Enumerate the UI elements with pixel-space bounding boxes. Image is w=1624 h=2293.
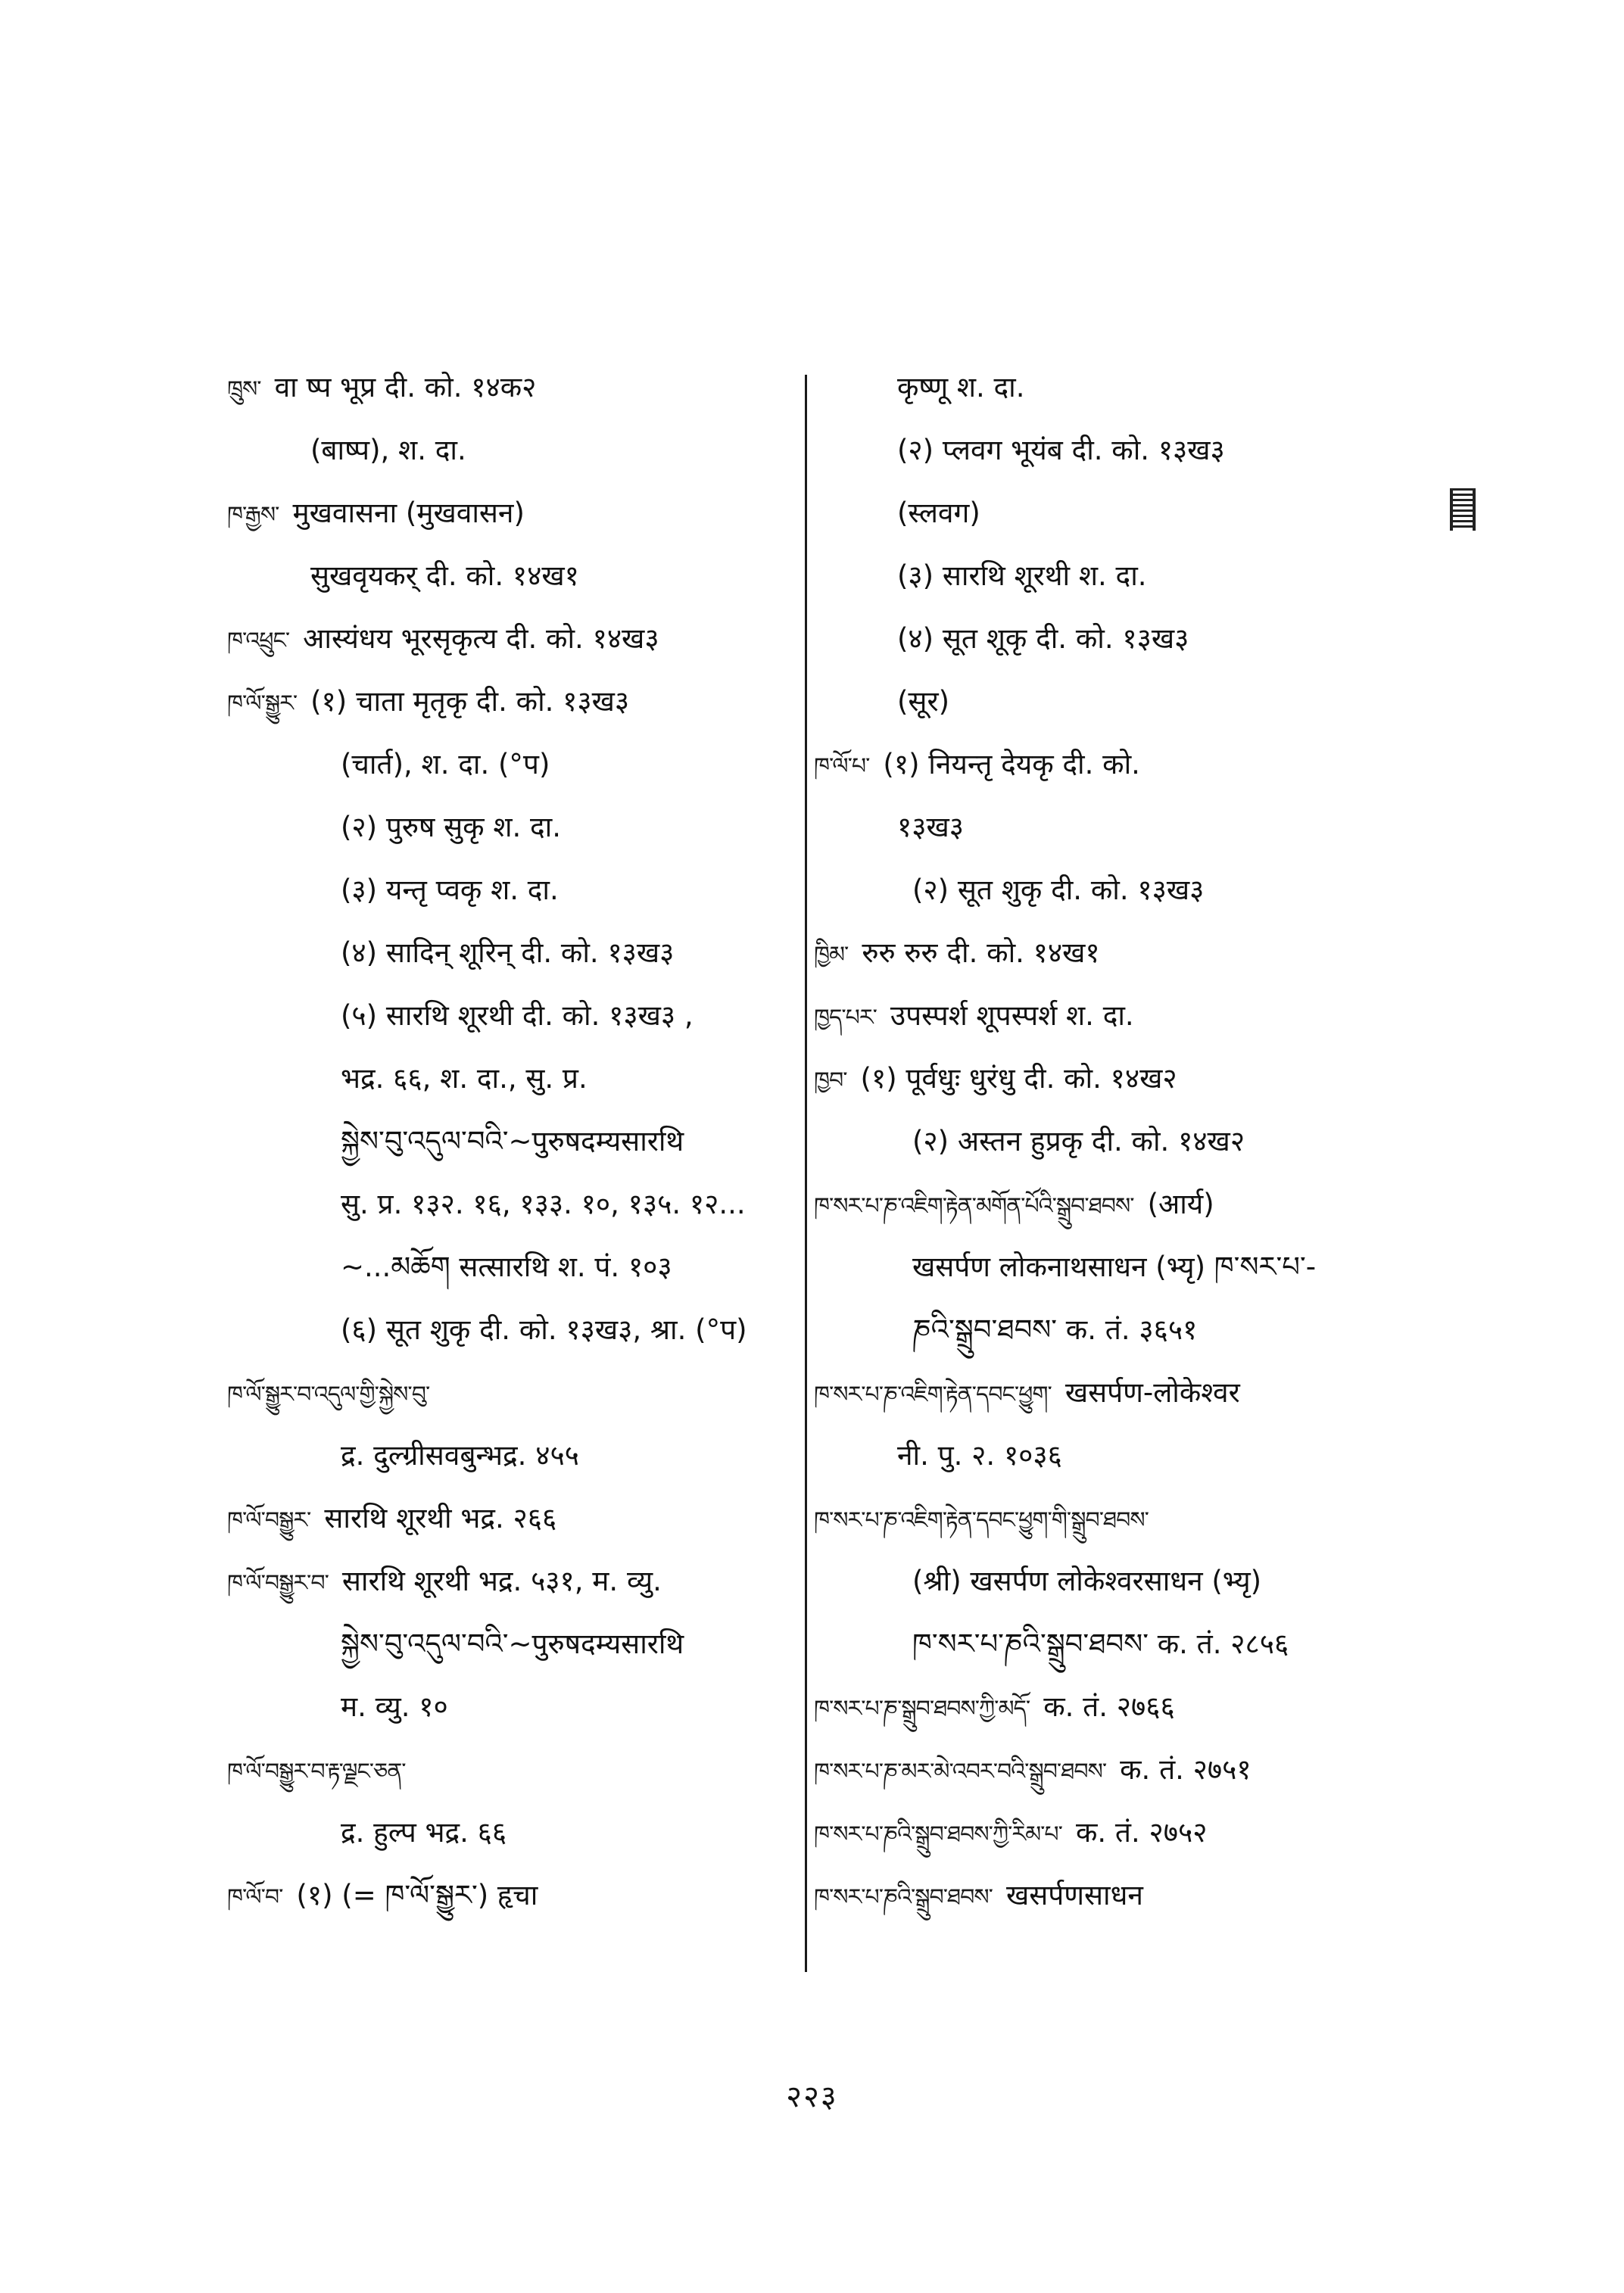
sanskrit-gloss: क. तं. २७५२ — [1075, 1816, 1208, 1849]
dictionary-line — [814, 481, 1404, 544]
dictionary-line — [227, 607, 787, 670]
dictionary-line — [227, 984, 787, 1047]
sanskrit-gloss: द्र. दुल्ग्रीसवबुन्भद्र. ४५५ — [341, 1439, 579, 1472]
sanskrit-gloss: १३ख३ — [897, 811, 964, 843]
sanskrit-gloss: (३) यन्तृ प्वकृ श. दा. — [341, 874, 559, 906]
dictionary-line — [814, 1738, 1404, 1801]
sanskrit-gloss: (४) सूत शूकृ दी. को. १३ख३ — [897, 622, 1189, 655]
dictionary-line — [227, 1298, 787, 1361]
sanskrit-gloss: (३) सारथि शूरथी श. दा. — [897, 559, 1147, 592]
dictionary-line — [814, 1110, 1404, 1173]
tibetan-headword: ཁྱབ་ — [814, 1067, 847, 1094]
sanskrit-gloss: क. तं. २७५१ — [1120, 1753, 1252, 1786]
tibetan-headword: ཁྱད་པར་ — [814, 1005, 877, 1031]
sanskrit-gloss: ཁ་སར་པ་ཎའི་སྒྲུབ་ཐབས་ क. तं. २८५६ — [912, 1628, 1289, 1660]
dictionary-line — [227, 796, 787, 858]
dictionary-line — [227, 544, 787, 607]
dictionary-line — [814, 544, 1404, 607]
dictionary-line — [227, 1110, 787, 1173]
tibetan-headword: ཁྲུས་ — [227, 376, 261, 403]
sanskrit-gloss: (स्लवग) — [897, 497, 980, 529]
sanskrit-gloss: कृष्णू श. दा. — [897, 371, 1025, 403]
tibetan-headword: ཁ་སར་པ་ཎ་འཇིག་རྟེན་མགོན་པོའི་སྒྲུབ་ཐབས་ — [814, 1193, 1134, 1220]
dictionary-line — [814, 1424, 1404, 1487]
dictionary-line — [227, 1487, 787, 1550]
tibetan-headword: ཁ་སར་པ་ཎའི་སྒྲུབ་ཐབས་ — [814, 1884, 993, 1911]
tibetan-headword: ཁྱིམ་ — [814, 942, 849, 968]
tibetan-headword: ཁ་ལོ་བསྒྱུར་བ་ — [227, 1570, 329, 1597]
dictionary-line — [814, 1864, 1404, 1927]
sanskrit-gloss: (४) सादिन् शूरिन् दी. को. १३ख३ — [341, 936, 675, 969]
dictionary-line — [814, 1487, 1404, 1550]
sanskrit-gloss: रुरु रुरु दी. को. १४ख१ — [862, 936, 1100, 969]
dictionary-line — [227, 1612, 787, 1675]
sanskrit-gloss: वा ष्प भूप्र दी. को. १४क२ — [274, 371, 537, 403]
sanskrit-gloss: སྐྱེས་བུ་འདུལ་བའི་~पुरुषदम्यसारथि — [341, 1628, 684, 1660]
column-divider — [805, 375, 807, 1972]
right-column — [814, 356, 1404, 1927]
tibetan-headword: ཁ་སར་པ་ཎ་མར་མེ་འབར་བའི་སྒྲུབ་ཐབས་ — [814, 1759, 1107, 1785]
sanskrit-gloss: खसर्पण लोकनाथसाधन (भ्यृ) ཁ་སར་པ་- — [912, 1251, 1317, 1283]
dictionary-line — [227, 1424, 787, 1487]
dictionary-line — [814, 1675, 1404, 1738]
sanskrit-gloss: मुखवासना (मुखवासन) — [292, 497, 525, 529]
tibetan-headword: ཁ་ལོ་སྒྱུར་བ་འདུལ་གྱི་སྐྱེས་བུ་ — [227, 1382, 430, 1408]
sanskrit-gloss: नी. पु. २. १०३६ — [897, 1439, 1062, 1472]
dictionary-line — [227, 858, 787, 921]
tibetan-headword: ཁ་ལོ་བསྒྱུར་བ་རྟ་ལྗང་ཅན་ — [227, 1759, 406, 1785]
sanskrit-gloss: (आर्य) — [1147, 1188, 1214, 1220]
tibetan-headword: ཁ་སར་པ་ཎའི་སྒྲུབ་ཐབས་ཀྱི་རིམ་པ་ — [814, 1821, 1062, 1848]
tibetan-headword: ཁ་ལོ་པ་ — [814, 753, 870, 780]
sanskrit-gloss: सारथि शूरथी भद्र. २६६ — [324, 1502, 557, 1534]
dictionary-line — [814, 1173, 1404, 1235]
dictionary-line — [814, 858, 1404, 921]
dictionary-line — [227, 1801, 787, 1864]
dictionary-line — [227, 1864, 787, 1927]
dictionary-line — [227, 1173, 787, 1235]
sanskrit-gloss: खसर्पण-लोकेश्वर — [1064, 1376, 1240, 1409]
sanskrit-gloss: (२) सूत शुकृ दी. को. १३ख३ — [912, 874, 1205, 906]
dictionary-line — [227, 670, 787, 733]
dictionary-line — [227, 1235, 787, 1298]
dictionary-line — [814, 796, 1404, 858]
sanskrit-gloss: क. तं. २७६६ — [1043, 1690, 1175, 1723]
sanskrit-gloss: खसर्पणसाधन — [1005, 1879, 1143, 1911]
tibetan-headword: ཁ་སར་པ་ཎ་འཇིག་རྟེན་དབང་ཕྱུག་གི་སྒྲུབ་ཐབས་ — [814, 1507, 1149, 1534]
sanskrit-gloss: ~...མཆོག सत्सारथि श. पं. १०३ — [341, 1251, 672, 1283]
sanskrit-gloss: (१) चाता मृतृकृ दी. को. १३ख३ — [310, 685, 630, 718]
sanskrit-gloss: म. व्यु. १० — [341, 1690, 448, 1723]
sanskrit-gloss: (१) पूर्वधुः धुरंधु दी. को. १४ख२ — [860, 1062, 1177, 1095]
left-column — [227, 356, 787, 1927]
dictionary-line — [227, 921, 787, 984]
tibetan-headword: ཁ་ལོ་བསྒྱུར་ — [227, 1507, 311, 1534]
dictionary-line — [814, 733, 1404, 796]
dictionary-line — [814, 1550, 1404, 1612]
sanskrit-gloss: (श्री) खसर्पण लोकेश्वरसाधन (भ्यृ) — [912, 1565, 1262, 1597]
sanskrit-gloss: उपस्पर्श शूपस्पर्श श. दा. — [890, 999, 1134, 1032]
dictionary-line — [814, 607, 1404, 670]
dictionary-line — [227, 419, 787, 481]
sanskrit-gloss: (चार्त), श. दा. (°प) — [341, 748, 550, 780]
dictionary-line — [227, 1550, 787, 1612]
sanskrit-gloss: (सूर) — [897, 685, 950, 718]
sanskrit-gloss: (१) (= ཁ་ལོ་སྒྱུར་) हृचा — [296, 1879, 538, 1911]
tibetan-headword: ཁ་སར་པ་ཎ་སྒྲུབ་ཐབས་ཀྱི་མདོ་ — [814, 1696, 1030, 1722]
tibetan-headword: ཁ་རྒྱས་ — [227, 502, 279, 528]
dictionary-line — [227, 1047, 787, 1110]
sanskrit-gloss: སྐྱེས་བུ་འདུལ་བའི་~पुरुषदम्यसारथि — [341, 1125, 684, 1157]
dictionary-line — [814, 356, 1404, 419]
sanskrit-gloss: (१) नियन्तृ देयकृ दी. को. — [883, 748, 1140, 780]
dictionary-line — [814, 1612, 1404, 1675]
dictionary-line — [814, 1361, 1404, 1424]
sanskrit-gloss: (२) प्लवग भूयंब दी. को. १३ख३ — [897, 434, 1225, 466]
sanskrit-gloss: (बाष्प), श. दा. — [310, 434, 466, 466]
dictionary-line — [814, 419, 1404, 481]
sanskrit-gloss: (६) सूत शुकृ दी. को. १३ख३, श्रा. (°प) — [341, 1313, 747, 1346]
dictionary-line — [227, 1675, 787, 1738]
dictionary-line — [814, 1298, 1404, 1361]
sanskrit-gloss: भद्र. ६६, श. दा., सु. प्र. — [341, 1062, 588, 1095]
sanskrit-gloss: ཎའི་སྒྲུབ་ཐབས་ क. तं. ३६५१ — [912, 1313, 1198, 1346]
sanskrit-gloss: सु. प्र. १३२. १६, १३३. १०, १३५. १२... — [341, 1188, 746, 1220]
tibetan-headword: ཁ་ལོ་བ་ — [227, 1884, 283, 1911]
dictionary-line — [227, 481, 787, 544]
dictionary-line — [227, 1738, 787, 1801]
dictionary-line — [227, 1361, 787, 1424]
margin-tab-mark — [1450, 488, 1476, 531]
tibetan-headword: ཁ་སར་པ་ཎ་འཇིག་རྟེན་དབང་ཕྱུག་ — [814, 1382, 1052, 1408]
tibetan-headword: ཁ་ལོ་སྒྱུར་ — [227, 690, 298, 717]
sanskrit-gloss: आस्यंधय भूरसृकृत्य दी. को. १४ख३ — [303, 622, 659, 655]
dictionary-line — [814, 1235, 1404, 1298]
sanskrit-gloss: (२) पुरुष सुकृ श. दा. — [341, 811, 562, 843]
sanskrit-gloss: सारथि शूरथी भद्र. ५३१, म. व्यु. — [341, 1565, 662, 1597]
sanskrit-gloss: सुखवृयकर् दी. को. १४ख१ — [310, 559, 579, 592]
page-number: २२३ — [786, 2080, 838, 2114]
sanskrit-gloss: द्र. हुल्प भद्र. ६६ — [341, 1816, 507, 1849]
dictionary-line — [814, 1801, 1404, 1864]
sanskrit-gloss: (५) सारथि शूरथी दी. को. १३ख३ , — [341, 999, 694, 1032]
dictionary-line — [814, 670, 1404, 733]
sanskrit-gloss: (२) अस्तन हुप्रकृ दी. को. १४ख२ — [912, 1125, 1245, 1157]
dictionary-line — [227, 356, 787, 419]
dictionary-line — [814, 1047, 1404, 1110]
dictionary-line — [814, 921, 1404, 984]
dictionary-line — [227, 733, 787, 796]
tibetan-headword: ཁ་འཕྲུང་ — [227, 628, 290, 654]
dictionary-line — [814, 984, 1404, 1047]
